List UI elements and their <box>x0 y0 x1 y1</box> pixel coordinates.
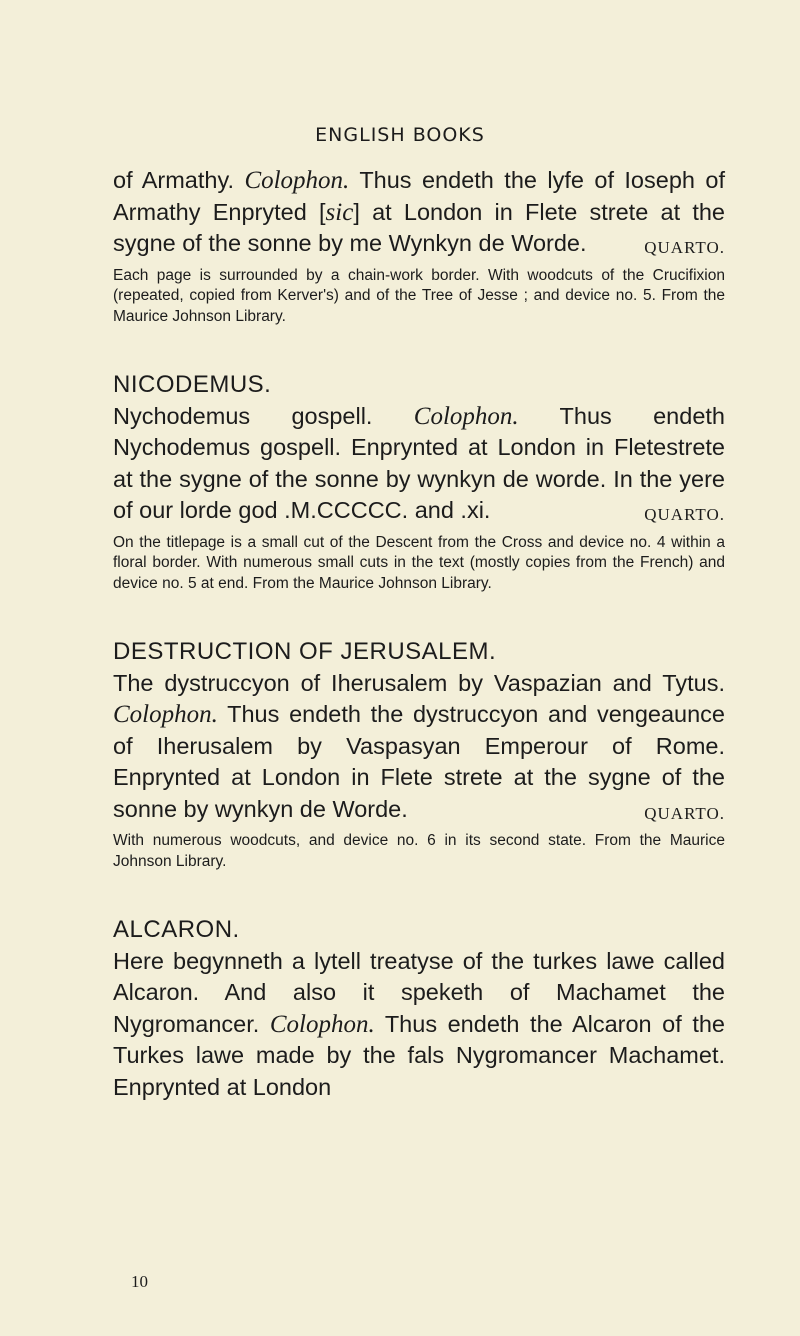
text-run: Thus endeth Nychodemus gospell. Enprynted at London in Fletestrete at the sygne of the sonne by wynkyn de worde. In the yere of our lorde god .M.CCCCC. and .xi. <box>113 402 725 523</box>
entry-heading: DESTRUCTION OF JERUSALEM. <box>113 638 497 665</box>
page-content <box>113 165 725 1103</box>
text-run: ] at London in Flete strete at the sygne of the sonne by me Wynkyn de Worde. <box>113 198 725 256</box>
entry-heading: NICODEMUS. <box>113 371 272 398</box>
entry-text <box>113 946 725 1104</box>
format-label: QUARTO. <box>644 238 725 257</box>
entry-alcaron <box>113 914 725 1103</box>
text-run: of Armathy. <box>113 167 245 193</box>
colophon-label: Colophon. <box>113 701 218 728</box>
entry-text <box>113 165 725 260</box>
format-label: QUARTO. <box>644 505 725 524</box>
text-run: Nychodemus gospell. <box>113 402 414 429</box>
entry-text <box>113 668 725 826</box>
page-number: 10 <box>131 1272 148 1291</box>
entry-nicodemus <box>113 369 725 594</box>
text-run: Thus endeth the lyfe of Ioseph of Armathy Enpryted [ <box>113 167 725 225</box>
colophon-label: Colophon. <box>269 1010 375 1038</box>
entry-heading: ALCARON. <box>113 916 240 943</box>
sic-mark: sic <box>325 198 354 226</box>
entry-text <box>113 401 725 527</box>
text-run: Here begynneth a lytell treatyse of the turkes lawe called Alcaron. And also it speketh of Machamet the Nygromancer. <box>113 947 725 1037</box>
text-run: Thus endeth the dystruccyon and vengeaunce of Iherusalem by Vaspasyan Emperour of Rome. Enprynted at London in Flete strete at the sygne of the sonne by wynkyn de Worde. <box>113 701 725 822</box>
text-run: Thus endeth the Alcaron of the Turkes lawe made by the fals Nygromancer Machamet. Enprynted at London <box>113 1010 725 1100</box>
colophon-label: Colophon. <box>413 402 519 430</box>
entry-note: With numerous woodcuts, and device no. 6 in its second state. From the Maurice Johnson Library. <box>113 832 725 870</box>
colophon-label: Colophon. <box>244 167 350 194</box>
entry-note: On the titlepage is a small cut of the Descent from the Cross and device no. 4 within a floral border. With numerous small cuts in the text (mostly copies from the French) and device no. 5 at end. From the Maurice Johnson Library. <box>113 533 725 592</box>
entry-destruction-of-jerusalem <box>113 636 725 872</box>
entry-joseph-of-arimathea <box>113 165 725 327</box>
entry-note: Each page is surrounded by a chain-work border. With woodcuts of the Crucifixion (repeated, copied from Kerver's) and of the Tree of Jesse ; and device no. 5. From the Maurice Johnson Library. <box>113 266 725 325</box>
text-run: The dystruccyon of Iherusalem by Vaspazian and Tytus. <box>113 669 725 696</box>
running-head: ENGLISH BOOKS <box>315 124 485 146</box>
format-label: QUARTO. <box>644 803 725 823</box>
